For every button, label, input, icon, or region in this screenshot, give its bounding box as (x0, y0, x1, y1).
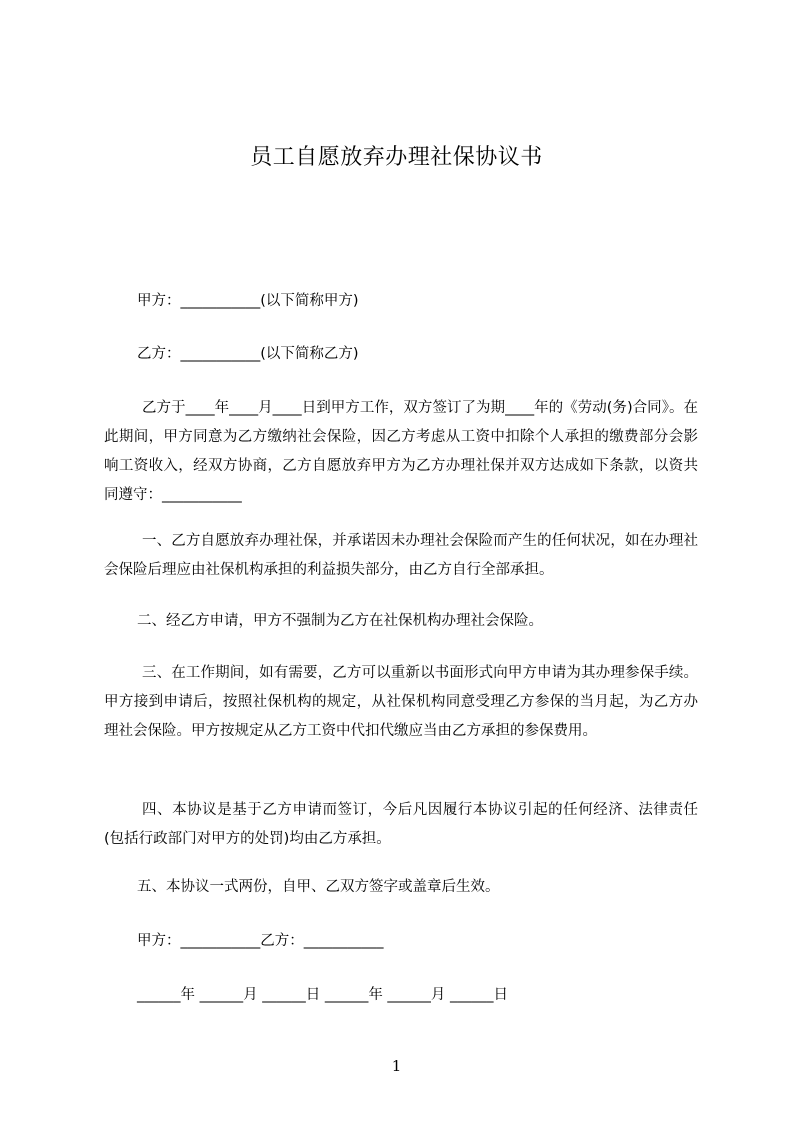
signature-line: 甲方：___________乙方：___________ (137, 933, 384, 949)
clause-3: 三、在工作期间，如有需要，乙方可以重新以书面形式向甲方申请为其办理参保手续。甲方接到申请后，按照社保机构的规定，从社保机构同意受理乙方参保的当月起，为乙方办理社会保险。甲方按规定从乙方工资中代扣代缴应当由乙方承担的参保费用。 (104, 665, 698, 739)
clause-2: 二、经乙方申请，甲方不强制为乙方在社保机构办理社会保险。 (137, 613, 543, 629)
party-b-line: 乙方：___________(以下简称乙方) (137, 346, 359, 362)
date-line: ______年 ______月 ______日 ______年 ______月 ______日 (137, 987, 509, 1003)
intro-paragraph: 乙方于____年____月____日到甲方工作，双方签订了为期____年的《劳动(务)合同》。在此期间，甲方同意为乙方缴纳社会保险，因乙方考虑从工资中扣除个人承担的缴费部分会影响工资收入，经双方协商，乙方自愿放弃甲方为乙方办理社保并双方达成如下条款，以资共同遵守：___________ (104, 400, 698, 503)
document-title: 员工自愿放弃办理社保协议书 (250, 145, 543, 170)
clause-5: 五、本协议一式两份，自甲、乙双方签字或盖章后生效。 (137, 879, 500, 895)
clause-4: 四、本协议是基于乙方申请而签订，今后凡因履行本协议引起的任何经济、法律责任(包括行政部门对甲方的处罚)均由乙方承担。 (104, 802, 698, 847)
page-number: 1 (391, 1057, 402, 1075)
party-a-line: 甲方：___________(以下简称甲方) (137, 293, 359, 309)
clause-1: 一、乙方自愿放弃办理社保，并承诺因未办理社会保险而产生的任何状况，如在办理社会保险后理应由社保机构承担的利益损失部分，由乙方自行全部承担。 (104, 533, 698, 578)
